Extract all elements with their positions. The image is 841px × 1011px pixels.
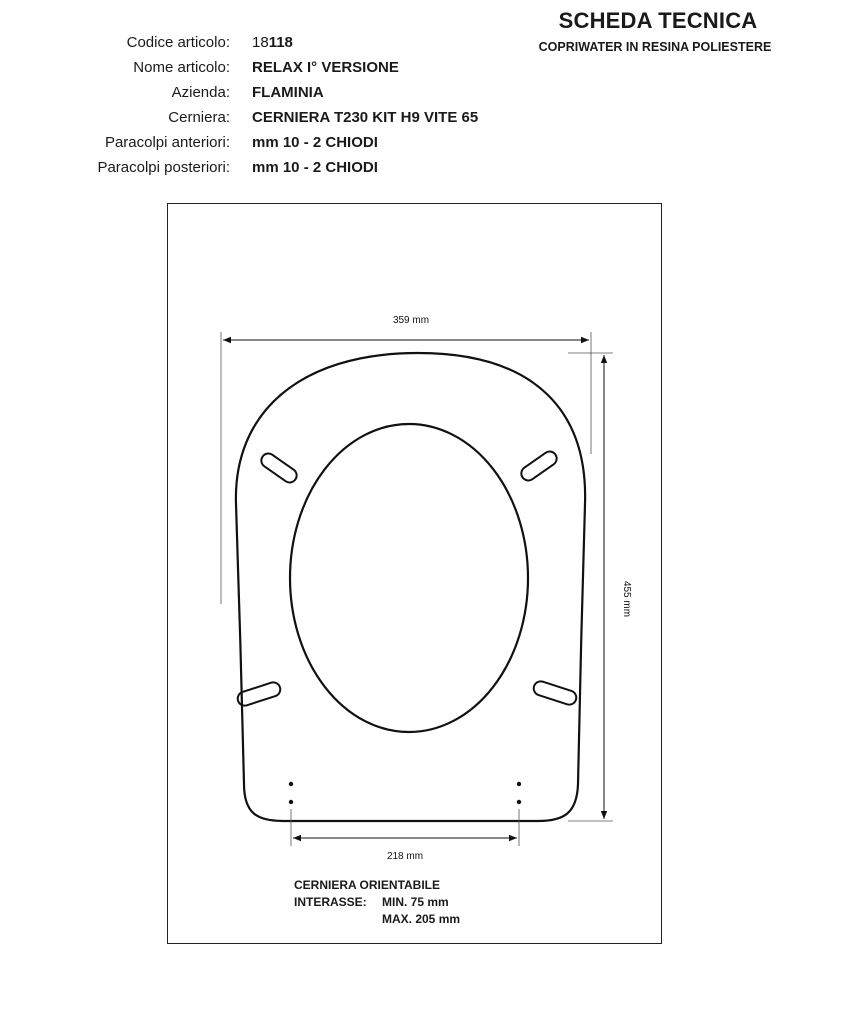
bumper-slot-bottom-right <box>532 680 578 707</box>
height-dimension-label: 455 mm <box>621 580 632 618</box>
spec-value-rear-bumpers: mm 10 - 2 CHIODI <box>252 159 378 176</box>
spec-row-front-bumpers <box>40 134 560 158</box>
bumper-slot-top-left <box>259 451 300 485</box>
width-dimension-label: 359 mm <box>392 315 430 326</box>
spec-row-hinge <box>40 109 560 133</box>
hinge-hole-right-lower <box>517 800 521 804</box>
hinge-type-note: CERNIERA ORIENTABILE <box>294 878 441 892</box>
seat-inner-opening <box>290 424 528 732</box>
hinge-hole-left-upper <box>289 782 293 786</box>
spec-value-name: RELAX I° VERSIONE <box>252 59 399 76</box>
spec-row-name <box>40 59 560 83</box>
toilet-seat-drawing <box>168 204 663 945</box>
bumper-slot-top-right <box>519 449 560 483</box>
spacing-min-value: MIN. 75 mm <box>382 895 449 909</box>
spec-row-company <box>40 84 560 108</box>
document-subtitle: COPRIWATER IN RESINA POLIESTERE <box>538 40 772 54</box>
spec-label-hinge: Cerniera: <box>168 109 230 126</box>
spec-value-hinge: CERNIERA T230 KIT H9 VITE 65 <box>252 109 479 126</box>
spec-label-name: Nome articolo: <box>133 59 230 76</box>
hinge-distance-label: 218 mm <box>386 851 424 862</box>
technical-drawing-frame <box>167 203 662 944</box>
spec-value-company: FLAMINIA <box>252 84 324 101</box>
document-title: SCHEDA TECNICA <box>558 8 758 33</box>
code-prefix: 18 <box>252 34 269 51</box>
spec-label-front-bumpers: Paracolpi anteriori: <box>104 134 230 151</box>
spec-label-code: Codice articolo: <box>126 34 230 51</box>
spacing-label: INTERASSE: <box>294 895 367 909</box>
spec-row-rear-bumpers <box>40 159 560 183</box>
spec-label-rear-bumpers: Paracolpi posteriori: <box>97 159 230 176</box>
hinge-hole-left-lower <box>289 800 293 804</box>
hinge-hole-right-upper <box>517 782 521 786</box>
spacing-max-value: MAX. 205 mm <box>382 912 461 926</box>
code-suffix: 118 <box>268 34 293 51</box>
spec-value-front-bumpers: mm 10 - 2 CHIODI <box>252 134 378 151</box>
spec-label-company: Azienda: <box>171 84 230 101</box>
spec-row-code <box>40 34 560 58</box>
spec-value-code <box>252 34 293 51</box>
